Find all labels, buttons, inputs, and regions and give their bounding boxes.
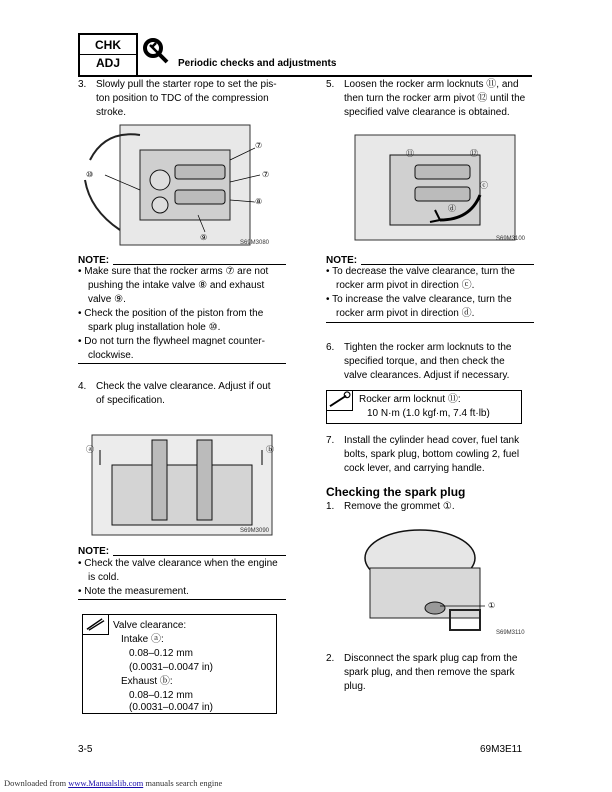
note-bullet: • Check the valve clearance when the engine is cold. • Note the measurement.	[78, 558, 278, 597]
callout-c: ⓒ	[480, 181, 488, 190]
callout-1: ①	[488, 601, 496, 610]
callout-7a: ⑦	[255, 141, 263, 150]
step-3-line: ton position to TDC of the compression	[96, 93, 269, 104]
step-3-line: stroke.	[96, 107, 127, 118]
spec-box-valve-clearance: Valve clearance: Intake ⓐ: 0.08–0.12 mm (0.0031–0.0047 in) Exhaust ⓑ: 0.08–0.12 mm (0.0031–0.0047 in)	[82, 614, 277, 714]
step-4-number: 4.	[78, 381, 87, 392]
callout-9: ⑨	[200, 233, 208, 242]
step-3-text	[96, 78, 286, 120]
step-5-text: Loosen the rocker arm locknuts ⑪, and then turn the rocker arm pivot ⑫ until the specified valve clearance is obtained.	[344, 79, 526, 118]
step-1-text: Remove the grommet ①.	[344, 501, 455, 512]
step-6-number: 6.	[326, 342, 335, 353]
chk-adj-badge	[78, 33, 138, 77]
callout-d: ⓓ	[448, 204, 456, 213]
note-end-rule	[78, 599, 286, 600]
callout-a: ⓐ	[86, 445, 94, 454]
step-2-text: Disconnect the spark plug cap from the spark plug, and then remove the spark plug.	[344, 653, 518, 692]
badge-bottom: ADJ	[95, 56, 120, 70]
callout-8: ⑧	[255, 197, 263, 206]
note-bullet: • To decrease the valve clearance, turn the rocker arm pivot in direction ⓒ. • To increase the valve clearance, turn the rocker arm pivot in direction ⓓ.	[326, 266, 515, 319]
note-heading: NOTE:	[78, 546, 110, 557]
step-5-number: 5.	[326, 79, 335, 90]
callout-7b: ⑦	[262, 170, 270, 179]
step-3-number: 3.	[78, 79, 87, 90]
figure-grommet	[340, 518, 520, 640]
callout-10: ⑩	[86, 170, 94, 179]
figure-valve-clearance	[82, 425, 282, 540]
feeler-gauge-icon	[83, 615, 109, 635]
figure-code: S69M3080	[240, 240, 270, 246]
page-title: Periodic checks and adjustments	[178, 58, 337, 69]
step-4-text: Check the valve clearance. Adjust if out of specification.	[96, 381, 271, 406]
note-end-rule	[78, 363, 286, 364]
header-rule	[138, 75, 532, 77]
callout-11: ⑪	[406, 149, 414, 158]
step-3-line: Slowly pull the starter rope to set the pis-	[96, 79, 277, 90]
step-6-text: Tighten the rocker arm locknuts to the specified torque, and then check the valve clearances. Adjust if necessary.	[344, 342, 512, 381]
figure-code: S69M3100	[496, 236, 526, 242]
section-heading: Checking the spark plug	[326, 485, 466, 499]
page-number: 3-5	[78, 744, 93, 755]
figure-rocker-arm	[340, 125, 530, 245]
note-end-rule	[326, 322, 534, 323]
figure-engine-top	[80, 120, 280, 250]
download-notice: Downloaded from www.Manualslib.com manuals search engine	[4, 778, 223, 788]
note-bullet: • Make sure that the rocker arms ⑦ are not pushing the intake valve ⑧ and exhaust valve ⑨. • Check the position of the piston from the spark plug installation hole ⑩. • Do not turn the flywheel magnet counter- clockwise.	[78, 266, 269, 361]
note-heading: NOTE:	[326, 255, 358, 266]
figure-code: S69M3090	[240, 528, 270, 534]
callout-12: ⑫	[470, 149, 478, 158]
figure-code: S69M3110	[496, 630, 525, 636]
step-7-number: 7.	[326, 435, 335, 446]
step-7-text: Install the cylinder head cover, fuel tank bolts, spark plug, bottom cowling 2, fuel cock lever, and carrying handle.	[344, 435, 520, 474]
torque-wrench-icon	[327, 391, 353, 411]
document-code: 69M3E11	[480, 744, 523, 755]
step-1-number: 1.	[326, 501, 335, 512]
badge-top: CHK	[95, 38, 121, 52]
manualslib-link[interactable]: www.Manualslib.com	[68, 778, 144, 788]
note-rule	[113, 555, 286, 556]
note-heading: NOTE:	[78, 255, 110, 266]
badge-divider	[80, 54, 136, 55]
step-2-number: 2.	[326, 653, 335, 664]
torque-spec-box: Rocker arm locknut ⑪: 10 N·m (1.0 kgf·m, 7.4 ft·lb)	[326, 390, 522, 424]
wrench-magnifier-icon	[140, 34, 170, 76]
callout-b: ⓑ	[266, 445, 274, 454]
